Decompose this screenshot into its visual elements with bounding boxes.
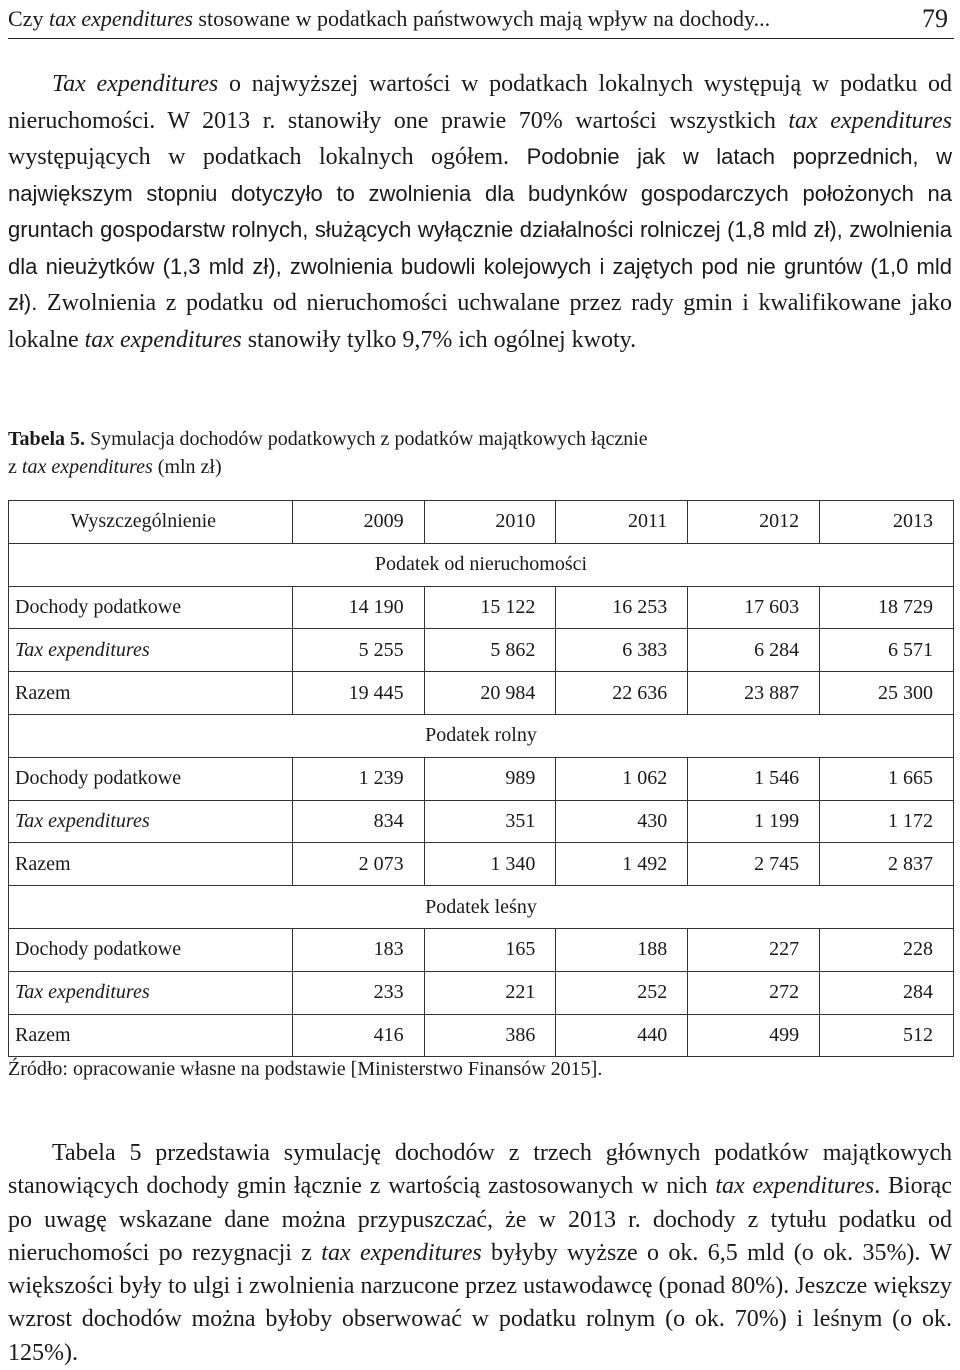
table-cell: 25 300: [820, 672, 954, 715]
column-header: 2013: [820, 501, 954, 544]
table-cell: 23 887: [688, 672, 820, 715]
table-cell: 20 984: [424, 672, 556, 715]
table-row: [9, 586, 954, 629]
table-cell: 252: [556, 971, 688, 1014]
table-caption-text: z: [8, 456, 22, 478]
table-cell: 512: [820, 1014, 954, 1057]
row-label: Razem: [9, 843, 293, 886]
text-run: Zwolnienia z podatku od nieruchomości uchwalane przez rady gmin i kwalifikowane jako lokalne: [8, 290, 952, 353]
text-italic: tax expenditures: [321, 1239, 482, 1266]
running-header: [8, 4, 954, 39]
table-caption: [8, 425, 948, 481]
column-header: Wyszczególnienie: [9, 501, 293, 544]
row-label: Dochody podatkowe: [9, 757, 293, 800]
table-cell: 989: [424, 757, 556, 800]
table-cell: 6 571: [820, 629, 954, 672]
running-title-post: stosowane w podatkach państwowych mają wpływ na dochody...: [192, 6, 771, 31]
text-run: o najwyższej wartości w podatkach lokalnych występują w podatku od nieruchomości. W 2013 r. stanowiły one prawie 70% wartości wszystkich: [8, 71, 953, 134]
table-cell: 22 636: [556, 672, 688, 715]
table-cell: 233: [292, 971, 424, 1014]
row-label: [9, 971, 293, 1014]
table-cell: 440: [556, 1014, 688, 1057]
table-cell: 2 837: [820, 843, 954, 886]
row-label: Dochody podatkowe: [9, 586, 293, 629]
section-title: Podatek rolny: [9, 714, 954, 757]
table-cell: 16 253: [556, 586, 688, 629]
row-label-italic: Tax expenditures: [15, 809, 150, 832]
paragraph-intro: [8, 66, 952, 358]
table-cell: 18 729: [820, 586, 954, 629]
table-cell: 228: [820, 928, 954, 971]
section-row: [9, 886, 954, 929]
section-row: [9, 543, 954, 586]
table-cell: 284: [820, 971, 954, 1014]
table-cell: 165: [424, 928, 556, 971]
row-label-italic: Tax expenditures: [15, 981, 150, 1004]
table-cell: 351: [424, 800, 556, 843]
table-cell: 834: [292, 800, 424, 843]
table-cell: 17 603: [688, 586, 820, 629]
section-title: Podatek leśny: [9, 886, 954, 929]
running-title: [8, 6, 770, 32]
table-cell: 499: [688, 1014, 820, 1057]
text-run: byłyby wyższe o ok. 6,5 mld (o ok. 35%). W większości były to ulgi i zwolnienia narzucone przez ustawodawcę (ponad 80%). Jeszcze większy wzrost dochodów można byłoby obserwować w podatku rolnym (o ok. 70%) i leśnym (o ok. 125%).: [8, 1239, 952, 1366]
column-header: 2011: [556, 501, 688, 544]
table-cell: 1 199: [688, 800, 820, 843]
table-row: [9, 672, 954, 715]
table-cell: 272: [688, 971, 820, 1014]
table-row: [9, 928, 954, 971]
table-cell: 1 239: [292, 757, 424, 800]
table-row: [9, 1014, 954, 1057]
table-cell: 5 255: [292, 629, 424, 672]
table-cell: 1 062: [556, 757, 688, 800]
row-label: Razem: [9, 1014, 293, 1057]
text-italic: tax expenditures: [84, 326, 242, 353]
table-cell: 6 383: [556, 629, 688, 672]
text-run: występujących w podatkach lokalnych ogółem.: [8, 144, 510, 170]
table-cell: 15 122: [424, 586, 556, 629]
table-row: [9, 971, 954, 1014]
column-header: 2012: [688, 501, 820, 544]
table-row: [9, 629, 954, 672]
text-italic: tax expenditures: [715, 1173, 875, 1200]
table-cell: 430: [556, 800, 688, 843]
row-label: [9, 800, 293, 843]
column-header: 2010: [424, 501, 556, 544]
table-caption-text: Symulacja dochodów podatkowych z podatków majątkowych łącznie: [85, 428, 648, 450]
section-row: [9, 714, 954, 757]
table-cell: 1 492: [556, 843, 688, 886]
text-run-sans: Podobnie jak w latach poprzednich, w największym stopniu dotyczyło to zwolnienia dla budynków gospodarczych położonych na gruntach gospodarstw rolnych, służących wyłącznie działalności rolniczej (1,8 mld zł), zwolnienia dla nieużytków (1,3 mld zł), zwolnienia budowli kolejowych i zajętych pod nie gruntów (1,0 mld zł).: [8, 144, 952, 315]
table-cell: 386: [424, 1014, 556, 1057]
page-number: 79: [922, 4, 948, 33]
text-italic: Tax expenditures: [52, 71, 219, 97]
text-run: stanowiły tylko 9,7% ich ogólnej kwoty.: [241, 326, 637, 353]
table-cell: 19 445: [292, 672, 424, 715]
text-italic: tax expenditures: [788, 107, 952, 134]
text-run: . Biorąc po uwagę wskazane dane można przypuszczać, że w 2013 r. dochody z tytułu podatku od nieruchomości po rezygnacji z: [8, 1173, 952, 1266]
table-row: [9, 800, 954, 843]
row-label: Razem: [9, 672, 293, 715]
table-caption-italic: tax expenditures: [21, 456, 153, 478]
column-header: 2009: [292, 501, 424, 544]
table-cell: 2 745: [688, 843, 820, 886]
table-cell: 1 546: [688, 757, 820, 800]
row-label: [9, 629, 293, 672]
table-cell: 1 340: [424, 843, 556, 886]
table-caption-label: Tabela 5.: [8, 428, 86, 450]
table-cell: 221: [424, 971, 556, 1014]
table-header-row: [9, 501, 954, 544]
section-title: Podatek od nieruchomości: [9, 543, 954, 586]
table-cell: 416: [292, 1014, 424, 1057]
data-table: [8, 500, 954, 1057]
table-cell: 2 073: [292, 843, 424, 886]
table-row: [9, 843, 954, 886]
table-row: [9, 757, 954, 800]
running-title-pre: Czy: [8, 6, 49, 31]
table-cell: 14 190: [292, 586, 424, 629]
running-title-italic: tax expenditures: [48, 6, 193, 31]
row-label-italic: Tax expenditures: [15, 638, 150, 661]
table-source: Źródło: opracowanie własne na podstawie [Ministerstwo Finansów 2015].: [8, 1058, 603, 1080]
table-cell: 1 665: [820, 757, 954, 800]
text-run: Tabela 5 przedstawia symulację dochodów z trzech głównych podatków majątkowych stanowiących dochody gmin łącznie z wartością zastosowanych w nich: [8, 1140, 952, 1200]
row-label: Dochody podatkowe: [9, 928, 293, 971]
table-caption-text: (mln zł): [152, 456, 222, 478]
table-cell: 227: [688, 928, 820, 971]
table-cell: 188: [556, 928, 688, 971]
table-cell: 5 862: [424, 629, 556, 672]
table-cell: 1 172: [820, 800, 954, 843]
paragraph-discussion: [8, 1137, 952, 1370]
table-cell: 183: [292, 928, 424, 971]
table-cell: 6 284: [688, 629, 820, 672]
